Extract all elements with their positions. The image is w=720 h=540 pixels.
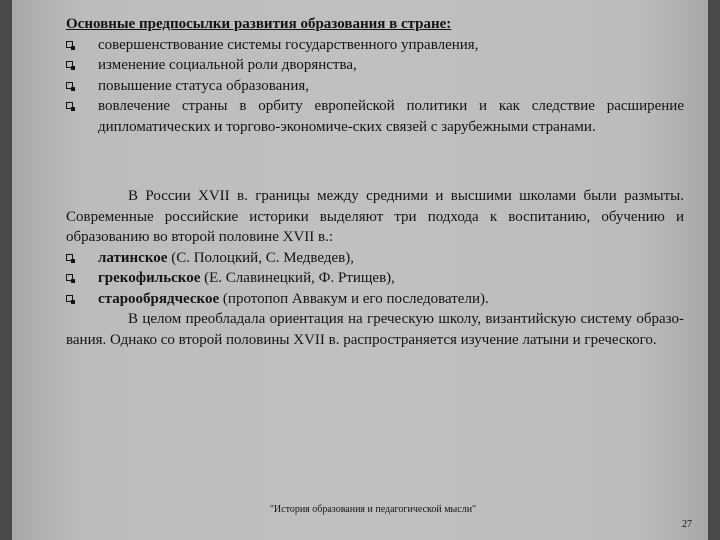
slide: [12, 0, 708, 540]
approaches-list: [66, 248, 684, 310]
preconditions-list: [66, 35, 684, 138]
paragraph-intro: В России XVII в. границы между средними и высшими школами были размыты. Современные российские историки выделяют три подхода к воспитанию, обучению и образованию во второй половине XVII в.:: [66, 188, 684, 245]
approach-term: грекофильское: [98, 270, 201, 286]
square-bullet-icon: [66, 41, 73, 48]
approach-term: латинское: [98, 249, 168, 266]
square-bullet-icon: [66, 102, 73, 109]
list-item: латинское (С. Полоцкий, С. Медведев),: [66, 248, 684, 269]
square-bullet-icon: [66, 274, 73, 281]
paragraph-conclusion: В целом преобладала ориентация на греческую школу, византийскую систему образо-вания. Однако со второй половины XVII в. распространяется изучение латыни и греческого.: [66, 311, 684, 348]
slide-content: [66, 14, 684, 350]
square-bullet-icon: [66, 82, 73, 89]
list-item: изменение социальной роли дворянства,: [66, 55, 684, 76]
footer-source: "История образования и педагогической мысли": [269, 504, 477, 515]
square-bullet-icon: [66, 254, 73, 261]
list-item: старообрядческое (протопоп Аввакум и его последователи).: [66, 289, 684, 310]
spacer: [66, 137, 684, 186]
page-number: 27: [682, 519, 692, 530]
list-item: вовлечение страны в орбиту европейской политики и как следствие расширение дипломатических и торгово-экономиче-ских связей с зарубежными странами.: [66, 96, 684, 137]
list-item: повышение статуса образования,: [66, 76, 684, 97]
approach-term: старообрядческое: [98, 290, 220, 307]
list-item: совершенствование системы государственного управления,: [66, 35, 684, 56]
square-bullet-icon: [66, 61, 73, 68]
square-bullet-icon: [66, 295, 73, 302]
slide-heading: Основные предпосылки развития образования в стране:: [66, 16, 452, 32]
list-item: грекофильское (Е. Славинецкий, Ф. Ртищев),: [66, 268, 684, 289]
